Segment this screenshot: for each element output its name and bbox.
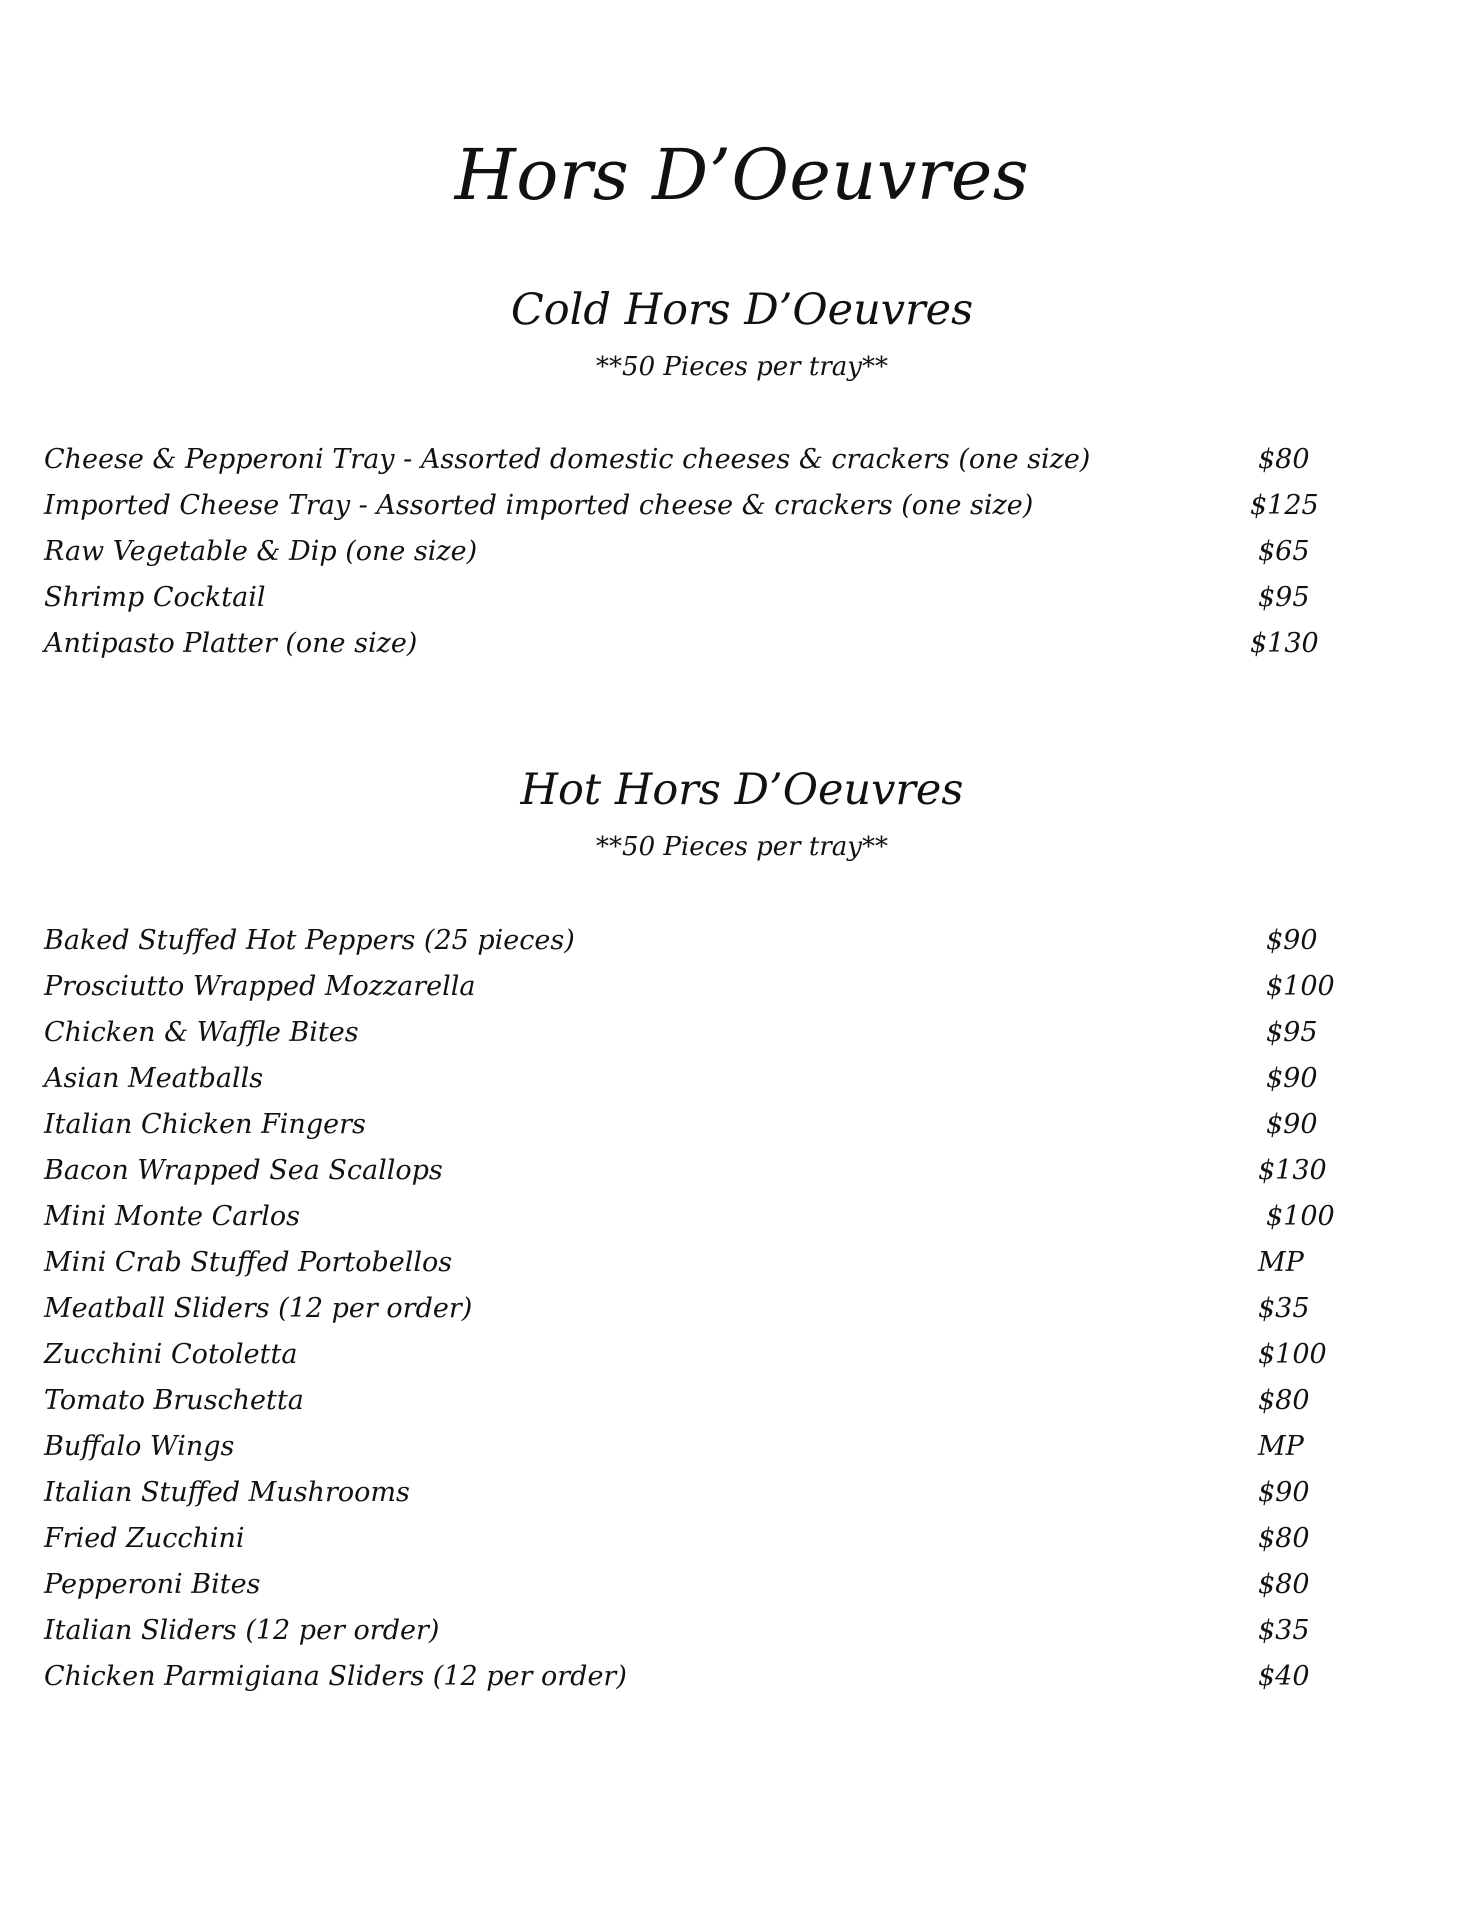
- menu-item-name: Antipasto Platter (one size): [44, 628, 418, 659]
- menu-item-name: Pepperoni Bites: [44, 1569, 261, 1600]
- menu-item-price: MP: [1258, 1247, 1304, 1278]
- menu-item-price: $35: [1258, 1615, 1310, 1646]
- menu-item-name: Italian Chicken Fingers: [44, 1109, 366, 1140]
- menu-item: [44, 1010, 1344, 1056]
- menu-item: [44, 529, 1344, 575]
- menu-item-price: $130: [1250, 628, 1319, 659]
- menu-item: [44, 1562, 1344, 1608]
- menu-item: [44, 1654, 1344, 1700]
- menu-item-name: Raw Vegetable & Dip (one size): [44, 536, 478, 567]
- menu-item-name: Zucchini Cotoletta: [44, 1339, 298, 1370]
- menu-item: [44, 1240, 1344, 1286]
- menu-item-name: Prosciutto Wrapped Mozzarella: [44, 971, 476, 1002]
- menu-item-name: Cheese & Pepperoni Tray - Assorted domestic cheeses & crackers (one size): [44, 444, 1091, 475]
- menu-item: [44, 1148, 1344, 1194]
- menu-item-price: $80: [1258, 1523, 1310, 1554]
- menu-item-price: $80: [1258, 1569, 1310, 1600]
- cold-section-note: **50 Pieces per tray**: [596, 352, 888, 382]
- menu-item: [44, 964, 1344, 1010]
- menu-item-price: $80: [1258, 1385, 1310, 1416]
- menu-item-price: $95: [1266, 1017, 1318, 1048]
- menu-item-name: Italian Stuffed Mushrooms: [44, 1477, 410, 1508]
- menu-item-name: Chicken & Waffle Bites: [44, 1017, 359, 1048]
- cold-menu-list: [44, 437, 1344, 667]
- menu-item-name: Chicken Parmigiana Sliders (12 per order): [44, 1661, 627, 1692]
- menu-item: [44, 918, 1344, 964]
- menu-item-name: Fried Zucchini: [44, 1523, 245, 1554]
- menu-item: [44, 575, 1344, 621]
- menu-item: [44, 621, 1344, 667]
- menu-item: [44, 1470, 1344, 1516]
- menu-item-price: $95: [1258, 582, 1310, 613]
- menu-item-price: MP: [1258, 1431, 1304, 1462]
- menu-item-name: Meatball Sliders (12 per order): [44, 1293, 473, 1324]
- menu-item-price: $35: [1258, 1293, 1310, 1324]
- menu-item-price: $90: [1266, 925, 1318, 956]
- menu-item-name: Asian Meatballs: [44, 1063, 264, 1094]
- menu-item-name: Buffalo Wings: [44, 1431, 235, 1462]
- menu-item-name: Italian Sliders (12 per order): [44, 1615, 440, 1646]
- menu-item: [44, 1332, 1344, 1378]
- menu-item-price: $100: [1266, 1201, 1335, 1232]
- hot-section-note: **50 Pieces per tray**: [596, 832, 888, 862]
- menu-item-name: Imported Cheese Tray - Assorted imported cheese & crackers (one size): [44, 490, 1034, 521]
- menu-item: [44, 437, 1344, 483]
- menu-item: [44, 1516, 1344, 1562]
- menu-item: [44, 1424, 1344, 1470]
- menu-item-name: Baked Stuffed Hot Peppers (25 pieces): [44, 925, 575, 956]
- menu-item-price: $100: [1258, 1339, 1327, 1370]
- menu-item: [44, 1286, 1344, 1332]
- menu-item: [44, 1056, 1344, 1102]
- menu-item-price: $80: [1258, 444, 1310, 475]
- menu-item-name: Mini Monte Carlos: [44, 1201, 300, 1232]
- menu-item-price: $90: [1266, 1063, 1318, 1094]
- menu-item-price: $90: [1266, 1109, 1318, 1140]
- menu-item-price: $130: [1258, 1155, 1327, 1186]
- menu-item-name: Bacon Wrapped Sea Scallops: [44, 1155, 443, 1186]
- menu-item-price: $90: [1258, 1477, 1310, 1508]
- menu-item-price: $65: [1258, 536, 1310, 567]
- cold-section-title: Cold Hors D’Oeuvres: [510, 285, 974, 335]
- menu-item: [44, 1102, 1344, 1148]
- page-title: Hors D’Oeuvres: [454, 134, 1030, 216]
- menu-item: [44, 483, 1344, 529]
- menu-item: [44, 1194, 1344, 1240]
- menu-item: [44, 1378, 1344, 1424]
- menu-item-name: Tomato Bruschetta: [44, 1385, 304, 1416]
- hot-section-title: Hot Hors D’Oeuvres: [520, 765, 964, 815]
- hot-menu-list: [44, 918, 1344, 1700]
- menu-item: [44, 1608, 1344, 1654]
- menu-item-name: Shrimp Cocktail: [44, 582, 266, 613]
- menu-item-price: $125: [1250, 490, 1319, 521]
- menu-item-name: Mini Crab Stuffed Portobellos: [44, 1247, 453, 1278]
- menu-item-price: $40: [1258, 1661, 1310, 1692]
- menu-item-price: $100: [1266, 971, 1335, 1002]
